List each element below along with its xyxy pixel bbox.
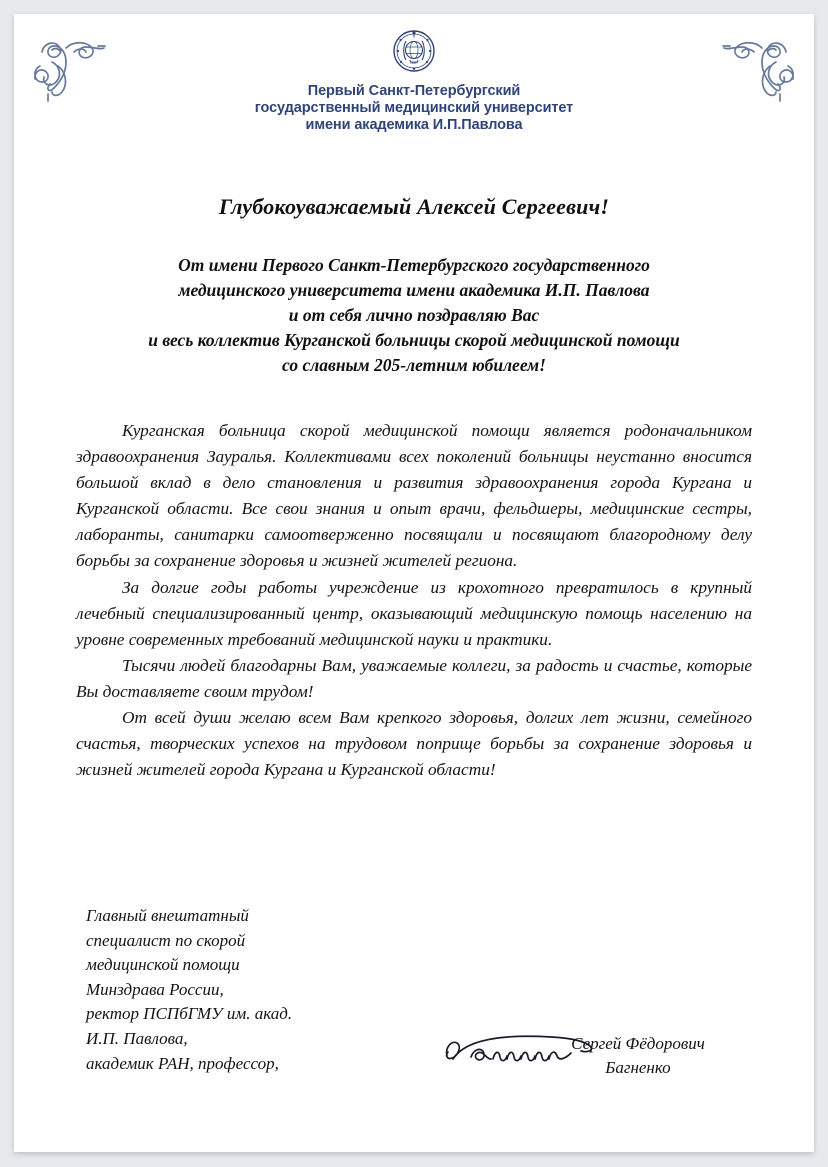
body-paragraph: Тысячи людей благодарны Вам, уважаемые коллеги, за радость и счастье, которые Вы доставляете своим трудом! <box>76 655 752 701</box>
letterhead-line-3: имени академика И.П.Павлова <box>305 117 523 133</box>
signer-name-line: Сергей Фёдорович <box>571 1034 705 1053</box>
salutation: Глубокоуважаемый Алексей Сергеевич! <box>218 194 610 219</box>
svg-text:1897: 1897 <box>409 59 419 65</box>
body-paragraph: За долгие годы работы учреждение из крохотного превратилось в крупный лечебный специализированный центр, оказывающий медицинскую помощь населению на уровне современных требований медицинской науки и практики. <box>76 577 752 649</box>
body-paragraph: От всей души желаю всем Вам крепкого здоровья, долгих лет жизни, семейного счастья, творческих успехов на трудовом поприще борьбы за сохранение здоровья и жизней жителей города Кургана и Курганской области! <box>76 708 752 780</box>
congratulation-block <box>76 253 752 378</box>
signer-title-line: академик РАН, профессор, <box>86 1053 279 1073</box>
congratulation-line-4: и весь коллектив Курганской больницы скорой медицинской помощи <box>148 330 680 350</box>
letterhead <box>14 24 814 134</box>
signer-title-line: И.П. Павлова, <box>86 1028 188 1048</box>
congratulation-line-5: со славным 205-летним юбилеем! <box>282 355 546 375</box>
congratulation-line-3: и от себя лично поздравляю Вас <box>288 305 540 325</box>
body-paragraph: Курганская больница скорой медицинской помощи является родоначальником здравоохранения Зауралья. Коллективами всех поколений больницы неустанно вносится большой вклад в дело становления и развития здравоохранения города Кургана и Курганской области. Все свои знания и опыт врачи, фельдшеры, медицинские сестры, лаборанты, санитарки самоотверженно посвящали и посвящают благородному делу борьбы за сохранение здоровья и жизней жителей региона. <box>76 421 752 571</box>
signer-title-line: специалист по скорой <box>86 930 246 950</box>
congratulation-line-2: медицинского университета имени академика И.П. Павлова <box>178 280 650 300</box>
letter-content <box>76 194 752 783</box>
signer-title <box>86 904 416 1076</box>
signer-title-line: ректор ПСПбГМУ им. акад. <box>86 1004 293 1024</box>
letter-page <box>14 14 814 1152</box>
letterhead-line-2: государственный медицинский университет <box>254 100 574 116</box>
signer-name <box>528 1032 748 1080</box>
signer-title-line: Главный внештатный <box>86 906 249 925</box>
signer-title-line: медицинской помощи <box>86 955 240 975</box>
letterhead-line-1: Первый Санкт-Петербургский <box>307 83 521 99</box>
signature-area <box>86 904 756 1104</box>
congratulation-line-1: От имени Первого Санкт-Петербургского государственного <box>178 255 650 275</box>
letter-body <box>76 418 752 783</box>
letterhead-text <box>14 83 814 134</box>
signer-title-line: Минздрава России, <box>86 979 224 999</box>
university-emblem-icon <box>387 24 441 78</box>
signer-name-line: Багненко <box>605 1058 671 1077</box>
